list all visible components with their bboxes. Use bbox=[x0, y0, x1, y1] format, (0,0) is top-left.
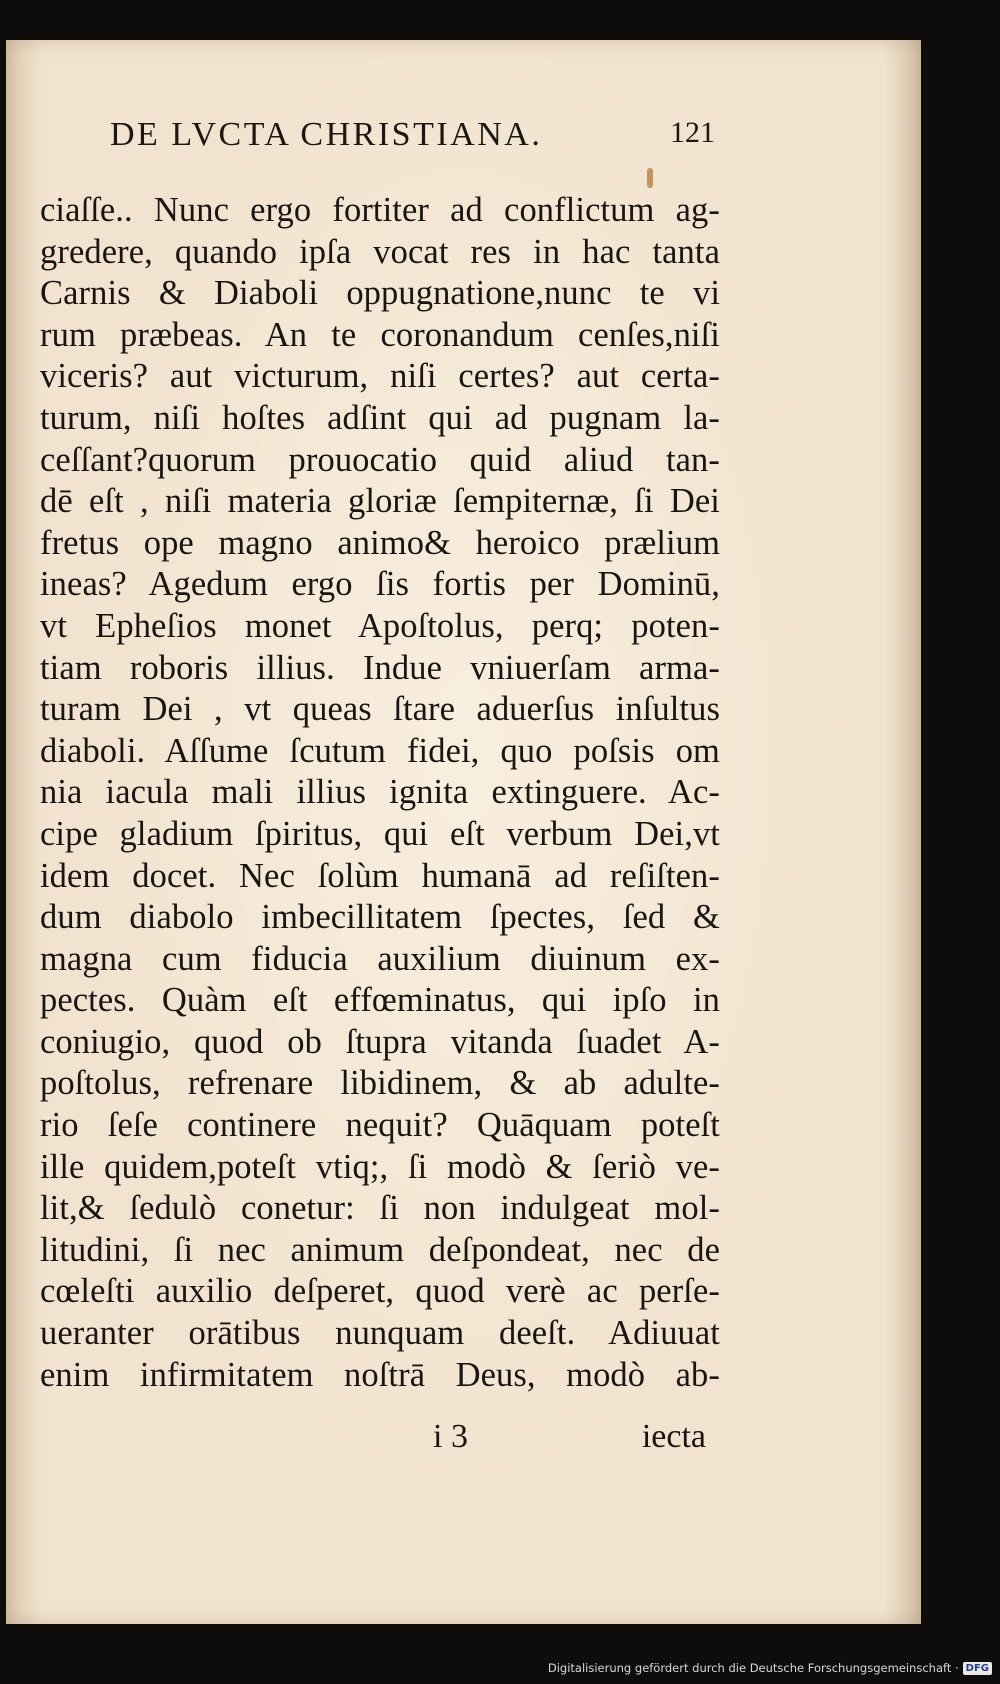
text-line: ille quidem,poteſt vtiq;, ſi modò & ſeriò ve- bbox=[40, 1147, 720, 1186]
text-line: enim infirmitatem noſtrā Deus, modò ab- bbox=[40, 1355, 720, 1394]
text-line: coniugio, quod ob ſtupra vitanda ſuadet A- bbox=[40, 1022, 720, 1061]
text-line: lit,& ſedulò conetur: ſi non indulgeat mol- bbox=[40, 1189, 720, 1228]
text-line: dum diabolo imbecillitatem ſpectes, ſed & bbox=[40, 898, 720, 937]
text-line: litudini, ſi nec animum deſpondeat, nec de bbox=[40, 1230, 720, 1269]
digitization-credit bbox=[548, 1658, 992, 1678]
text-line: idem docet. Nec ſolùm humanā ad reſiſten- bbox=[40, 856, 720, 895]
body-text bbox=[40, 190, 720, 1396]
text-line: viceris? aut victurum, niſi certes? aut certa- bbox=[40, 357, 720, 396]
dfg-logo: DFG bbox=[963, 1662, 992, 1675]
ink-stain bbox=[647, 168, 653, 188]
catchword: iecta bbox=[641, 1418, 706, 1455]
text-line: pectes. Quàm eſt effœminatus, qui ipſo in bbox=[40, 981, 720, 1020]
text-line: diaboli. Aſſume ſcutum fidei, quo poſsis om bbox=[40, 731, 720, 770]
page-foot bbox=[401, 1418, 706, 1462]
text-line: tiam roboris illius. Indue vniuerſam arma- bbox=[40, 648, 720, 687]
text-line: fretus ope magno animo& heroico prælium bbox=[40, 523, 720, 562]
text-line: turam Dei , vt queas ſtare aduerſus inſultus bbox=[40, 690, 720, 729]
page-number: 121 bbox=[670, 116, 715, 149]
credit-text: Digitalisierung gefördert durch die Deutsche Forschungsgemeinschaft · bbox=[547, 1661, 959, 1675]
signature-mark: i 3 bbox=[433, 1418, 468, 1455]
text-line: vt Epheſios monet Apoſtolus, perq; poten- bbox=[40, 606, 720, 645]
text-line: rum præbeas. An te coronandum cenſes,niſi bbox=[40, 315, 720, 354]
text-line: cœleſti auxilio deſperet, quod verè ac perſe- bbox=[40, 1272, 720, 1311]
text-line: cipe gladium ſpiritus, qui eſt verbum Dei,vt bbox=[40, 814, 720, 853]
text-line: ceſſant?quorum prouocatio quid aliud tan- bbox=[40, 440, 720, 479]
text-line: rio ſeſe continere nequit? Quāquam poteſt bbox=[40, 1106, 720, 1145]
running-head bbox=[110, 116, 730, 158]
text-line: turum, niſi hoſtes adſint qui ad pugnam la- bbox=[40, 398, 720, 437]
text-line: Carnis & Diaboli oppugnatione,nunc te vi bbox=[40, 274, 720, 313]
text-line: poſtolus, refrenare libidinem, & ab adulte- bbox=[40, 1064, 720, 1103]
running-head-title: DE LVCTA CHRISTIANA. bbox=[110, 116, 543, 153]
text-line: dē eſt , niſi materia gloriæ ſempiternæ, ſi Dei bbox=[40, 482, 720, 521]
text-line: magna cum fiducia auxilium diuinum ex- bbox=[40, 939, 720, 978]
book-page bbox=[6, 40, 921, 1624]
text-line: nia iacula mali illius ignita extinguere. Ac- bbox=[40, 773, 720, 812]
text-line: gredere, quando ipſa vocat res in hac tanta bbox=[40, 232, 720, 271]
text-line: ineas? Agedum ergo ſis fortis per Dominū, bbox=[40, 565, 720, 604]
text-line: ciaſſe.. Nunc ergo fortiter ad conflictum ag- bbox=[40, 191, 720, 229]
text-line: ueranter orātibus nunquam deeſt. Adiuuat bbox=[40, 1314, 720, 1353]
